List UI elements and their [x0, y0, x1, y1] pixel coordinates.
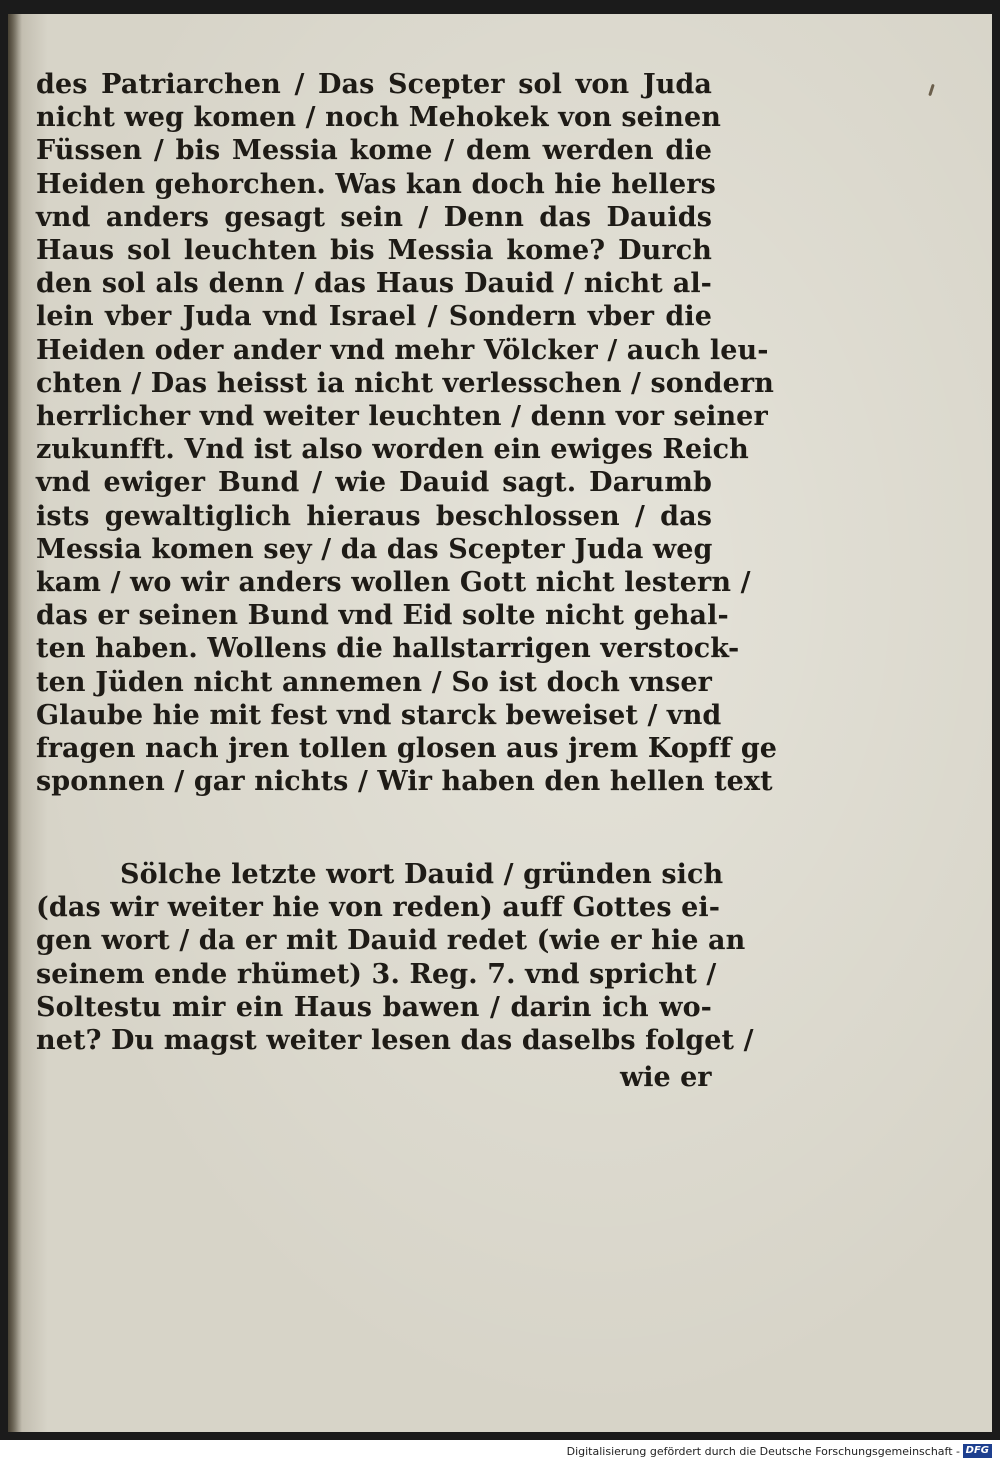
text-line: vnd anders gesagt sein / Denn das Dauids — [36, 201, 712, 233]
text-line: ten Jüden nicht annemen / So ist doch vnser — [36, 666, 712, 698]
text-line: ists gewaltiglich hieraus beschlossen / das — [36, 500, 712, 532]
funding-credit: Digitalisierung gefördert durch die Deutsche Forschungsgemeinschaft - — [566, 1445, 960, 1458]
text-line: lein vber Juda vnd Israel / Sondern vber die — [36, 301, 712, 333]
text-line: Füssen / bis Messia kome / dem werden die — [36, 135, 712, 167]
text-line: chten / Das heisst ia nicht verlesschen / sondern — [36, 367, 774, 399]
gutter-shadow — [8, 14, 22, 1432]
text-line: Heiden gehorchen. Was kan doch hie hellers — [36, 168, 716, 200]
ink-mark — [928, 84, 935, 96]
text-line: Heiden oder ander vnd mehr Völcker / auch leu- — [36, 334, 769, 366]
text-line: Haus sol leuchten bis Messia kome? Durch — [36, 235, 712, 267]
text-line: herrlicher vnd weiter leuchten / denn vor seiner — [36, 401, 768, 433]
text-line: nicht weg komen / noch Mehokek von seinen — [36, 102, 721, 134]
text-line: das er seinen Bund vnd Eid solte nicht gehal- — [36, 600, 729, 632]
dfg-logo: DFG — [963, 1444, 992, 1458]
paragraph-2 — [36, 858, 754, 1057]
digitization-footer — [0, 1440, 1000, 1464]
text-line: vnd ewiger Bund / wie Dauid sagt. Darumb — [36, 467, 712, 499]
text-line: sponnen / gar nichts / Wir haben den hellen text — [36, 766, 773, 798]
text-line: net? Du magst weiter lesen das daselbs folget / — [36, 1025, 754, 1057]
text-line: Soltestu mir ein Haus bawen / darin ich wo- — [36, 991, 712, 1023]
text-line: den sol als denn / das Haus Dauid / nicht al- — [36, 268, 712, 300]
text-line: fragen nach jren tollen glosen aus jrem Kopff ge — [36, 733, 778, 765]
text-line: (das wir weiter hie von reden) auff Gottes ei- — [36, 892, 721, 924]
text-line: Messia komen sey / da das Scepter Juda weg — [36, 533, 713, 565]
text-line: zukunfft. Vnd ist also worden ein ewiges Reich — [36, 434, 749, 466]
text-line: Glaube hie mit fest vnd starck beweiset / vnd — [36, 699, 722, 731]
text-line: kam / wo wir anders wollen Gott nicht lestern / — [36, 567, 751, 599]
text-line: Sölche letzte wort Dauid / gründen sich — [120, 859, 724, 890]
text-line: seinem ende rhümet) 3. Reg. 7. vnd spricht / — [36, 958, 717, 990]
text-line: ten haben. Wollens die hallstarrigen verstock- — [36, 633, 740, 665]
text-line: des Patriarchen / Das Scepter sol von Juda — [36, 69, 712, 100]
text-line: gen wort / da er mit Dauid redet (wie er hie an — [36, 925, 746, 957]
paragraph-1 — [36, 68, 778, 798]
catchword: wie er — [620, 1062, 712, 1093]
